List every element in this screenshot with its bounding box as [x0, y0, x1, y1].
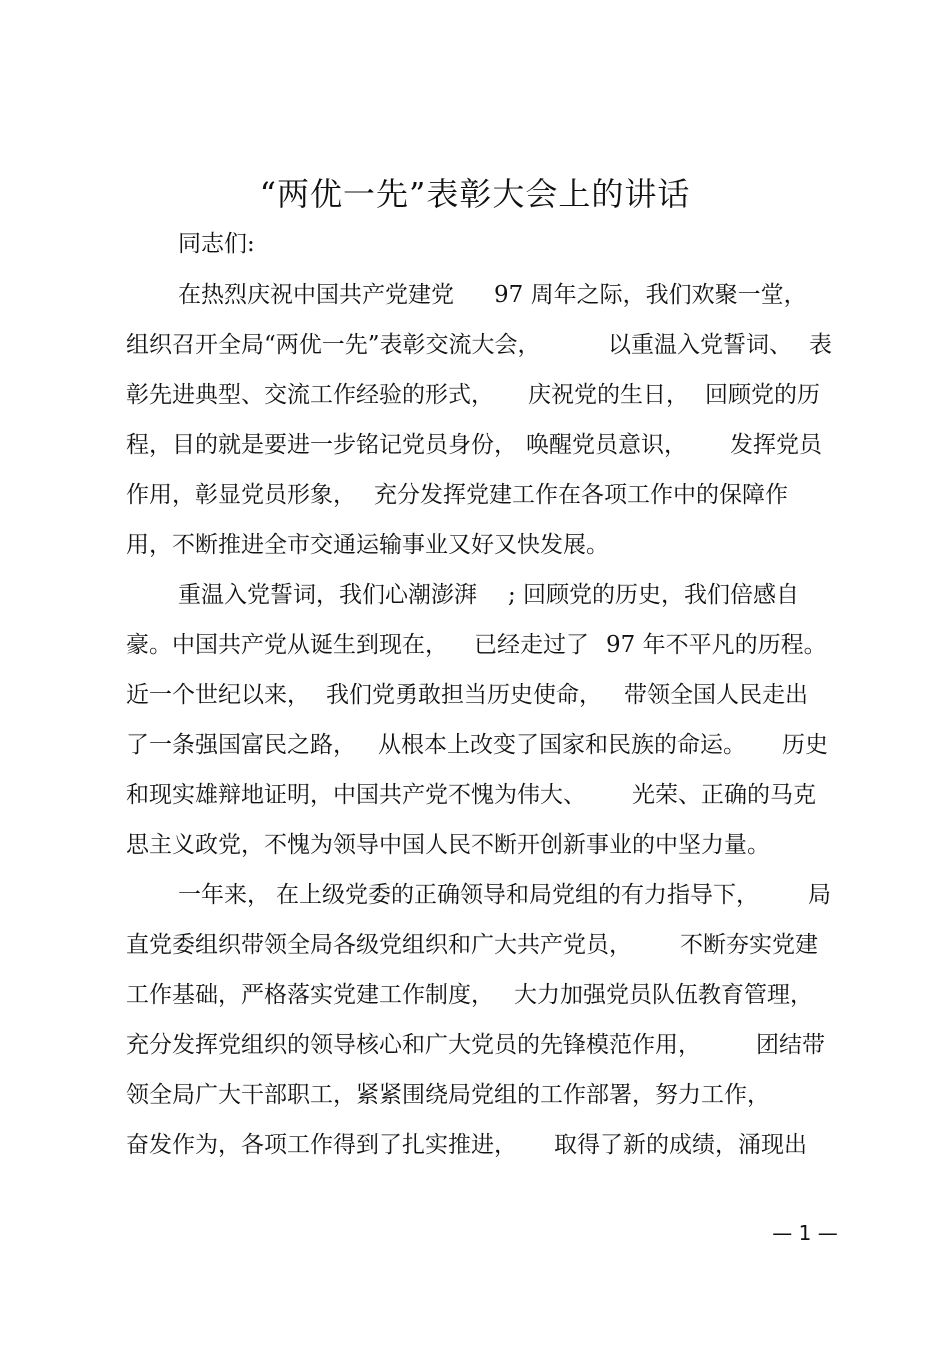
text-segment: 从根本上改变了国家和民族的命运。 — [378, 732, 746, 758]
text-segment: 工作基础，严格落实党建工作制度， — [126, 982, 494, 1008]
paragraph-3-line-3 — [126, 977, 813, 1013]
paragraph-2-line-3 — [126, 677, 808, 713]
text-segment: 97 年不平凡的历程。 — [606, 632, 827, 658]
text-segment: 组织召开全局“两优一先”表彰交流大会， — [126, 332, 541, 358]
text-segment: 回顾党的历 — [705, 382, 820, 408]
text-segment: 以重温入党誓词、 — [608, 332, 792, 358]
paragraph-1-line-3 — [126, 377, 820, 413]
paragraph-1-line-5 — [126, 477, 788, 513]
paragraph-1-line-1 — [178, 277, 807, 313]
paragraph-3-line-6 — [126, 1127, 807, 1163]
paragraph-1-line-6 — [126, 527, 609, 563]
text-segment: 充分发挥党建工作在各项工作中的保障作 — [374, 482, 788, 508]
paragraph-2-line-2 — [126, 627, 827, 663]
text-segment: 了一条强国富民之路， — [126, 732, 356, 758]
paragraph-1-line-4 — [126, 427, 822, 463]
paragraph-1-line-2 — [126, 327, 832, 363]
text-segment: 彰先进典型、交流工作经验的形式， — [126, 382, 494, 408]
paragraph-3-line-5 — [126, 1077, 770, 1113]
text-segment: 唤醒党员意识， — [526, 432, 687, 458]
text-segment: 97 周年之际，我们欢聚一堂， — [494, 282, 807, 308]
text-segment: ; 回顾党的历史，我们倍感自 — [508, 582, 800, 608]
text-segment: 程，目的就是要进一步铭记党员身份， — [126, 432, 517, 458]
text-segment: 用，不断推进全市交通运输事业又好又快发展。 — [126, 532, 609, 558]
text-segment: 庆祝党的生日， — [528, 382, 689, 408]
text-segment: 带领全国人民走出 — [624, 682, 808, 708]
text-segment: 历史 — [782, 732, 828, 758]
paragraph-2-line-6 — [126, 827, 770, 863]
text-segment: 团结带 — [756, 1032, 825, 1058]
text-segment: 在上级党委的正确领导和局党组的有力指导下， — [276, 882, 759, 908]
text-segment: 我们党勇敢担当历史使命， — [326, 682, 602, 708]
text-segment: 领全局广大干部职工，紧紧围绕局党组的工作部署，努力工作， — [126, 1082, 770, 1108]
paragraph-3-line-4 — [126, 1027, 825, 1063]
paragraph-3-line-2 — [126, 927, 818, 963]
text-segment: 已经走过了 — [474, 632, 589, 658]
text-segment: 大力加强党员队伍教育管理， — [514, 982, 813, 1008]
page-number: — 1 — — [772, 1221, 838, 1245]
paragraph-2-line-5 — [126, 777, 816, 813]
paragraph-3-line-1 — [178, 877, 831, 913]
text-segment: 奋发作为，各项工作得到了扎实推进， — [126, 1132, 517, 1158]
text-segment: 重温入党誓词，我们心潮澎湃 — [178, 582, 477, 608]
text-segment: 光荣、正确的马克 — [632, 782, 816, 808]
salutation: 同志们: — [178, 231, 255, 257]
text-segment: 近一个世纪以来， — [126, 682, 310, 708]
text-segment: 一年来， — [178, 882, 270, 908]
text-segment: 发挥党员 — [730, 432, 822, 458]
text-segment: 豪。中国共产党从诞生到现在， — [126, 632, 448, 658]
text-segment: 局 — [808, 882, 831, 908]
document-title: “两优一先”表彰大会上的讲话 — [259, 175, 691, 213]
text-segment: 思主义政党，不愧为领导中国人民不断开创新事业的中坚力量。 — [126, 832, 770, 858]
text-segment: 直党委组织带领全局各级党组织和广大共产党员， — [126, 932, 632, 958]
paragraph-2-line-4 — [126, 727, 828, 763]
text-segment: 在热烈庆祝中国共产党建党 — [178, 282, 454, 308]
text-segment: 表 — [809, 332, 832, 358]
salutation-line — [178, 226, 255, 262]
text-segment: 和现实雄辩地证明，中国共产党不愧为伟大、 — [126, 782, 586, 808]
paragraph-2-line-1 — [178, 577, 800, 613]
text-segment: 作用，彰显党员形象， — [126, 482, 356, 508]
text-segment: 充分发挥党组织的领导核心和广大党员的先锋模范作用， — [126, 1032, 701, 1058]
text-segment: 不断夯实党建 — [680, 932, 818, 958]
text-segment: 取得了新的成绩，涌现出 — [554, 1132, 807, 1158]
